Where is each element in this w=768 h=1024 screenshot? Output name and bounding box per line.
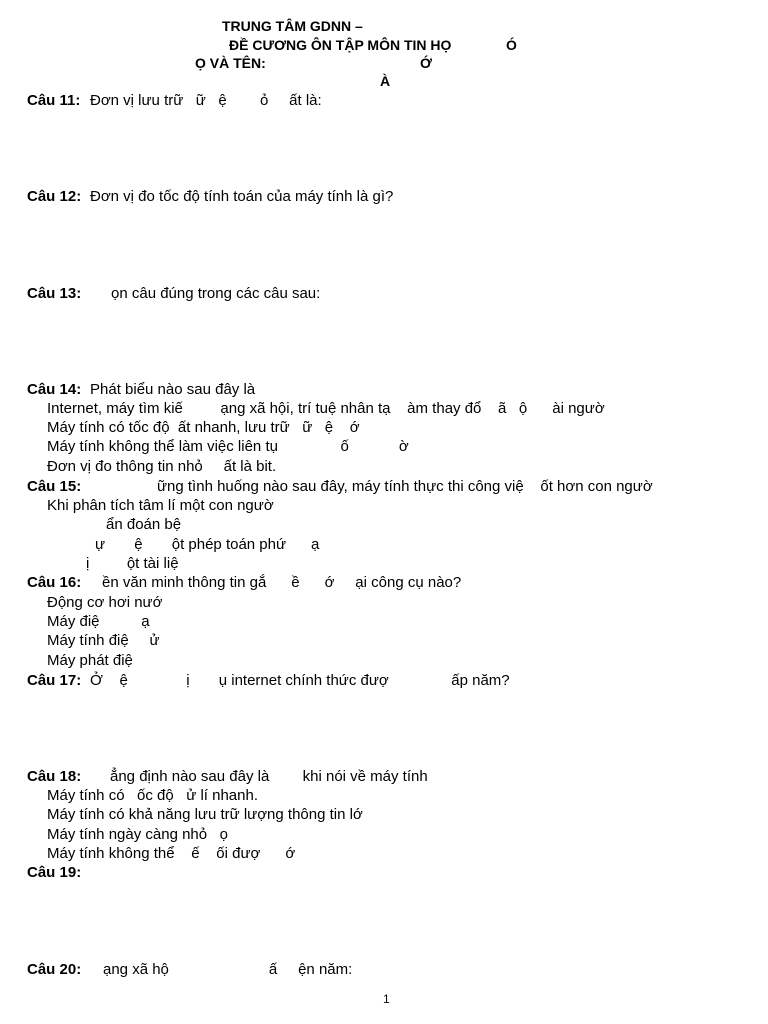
question-18-text: ẳng định nào sau đây là khi nói về máy tính: [110, 768, 428, 785]
question-18-option-d: Máy tính không thể ế ối đượ ớ: [47, 845, 296, 862]
question-18-option-b: Máy tính có khả năng lưu trữ lượng thông tin lớ: [47, 806, 363, 823]
question-13-label: Câu 13:: [27, 285, 82, 302]
question-13-text: ọn câu đúng trong các câu sau:: [111, 285, 321, 302]
question-16-text: ền văn minh thông tin gắ ề ớ ại công cụ nào?: [102, 574, 462, 591]
question-17-text: Ở ệ ị ụ internet chính thức đượ ấp năm?: [90, 672, 510, 689]
question-18-option-a: Máy tính có ốc độ ử lí nhanh.: [47, 787, 258, 804]
question-15-label: Câu 15:: [27, 478, 82, 495]
question-20-text: ạng xã hộ ấ ện năm:: [103, 961, 353, 978]
question-14-label: Câu 14:: [27, 381, 82, 398]
question-15-text: ững tình huống nào sau đây, máy tính thực thi công việ ốt hơn con ngườ: [157, 478, 653, 495]
header-line-4-fragment: À: [380, 73, 391, 89]
question-12-label: Câu 12:: [27, 188, 82, 205]
question-15-option-a: Khi phân tích tâm lí một con ngườ: [47, 497, 274, 514]
question-16-label: Câu 16:: [27, 574, 82, 591]
question-16-option-b: Máy điệ ạ: [47, 613, 150, 630]
question-14-option-c: Máy tính không thể làm việc liên tụ ố ờ: [47, 438, 409, 455]
question-15-option-d: ị ột tài liệ: [86, 555, 179, 572]
question-14-option-a: Internet, máy tìm kiế ạng xã hội, trí tuệ nhân tạ àm thay đổ ã ộ ài ngườ: [47, 400, 605, 417]
question-18-option-c: Máy tính ngày càng nhỏ ọ: [47, 826, 228, 843]
question-14-text: Phát biểu nào sau đây là: [90, 381, 256, 398]
page-number: 1: [383, 992, 390, 1006]
question-17-label: Câu 17:: [27, 672, 82, 689]
question-20-label: Câu 20:: [27, 961, 82, 978]
question-19-label: Câu 19:: [27, 864, 82, 881]
question-15-option-b: ẩn đoán bệ: [106, 516, 182, 533]
question-16-option-a: Động cơ hơi nướ: [47, 594, 163, 611]
question-11-label: Câu 11:: [27, 92, 81, 109]
question-14-option-b: Máy tính có tốc độ ất nhanh, lưu trữ ữ ệ ớ: [47, 419, 360, 436]
header-line-2: ĐỀ CƯƠNG ÔN TẬP MÔN TIN HỌ: [229, 37, 452, 53]
question-12-text: Đơn vị đo tốc độ tính toán của máy tính là gì?: [90, 188, 394, 205]
question-16-option-d: Máy phát điệ: [47, 652, 133, 669]
question-15-option-c: ự ệ ột phép toán phứ ạ: [95, 536, 320, 553]
header-line-1: TRUNG TÂM GDNN –: [222, 18, 363, 34]
question-16-option-c: Máy tính điệ ử: [47, 632, 160, 649]
question-11-text: Đơn vị lưu trữ ữ ệ ỏ ất là:: [90, 92, 322, 109]
question-14-option-d: Đơn vị đo thông tin nhỏ ất là bit.: [47, 458, 277, 475]
header-line-3: Ọ VÀ TÊN:: [195, 55, 266, 71]
header-line-2-fragment: Ó: [506, 37, 517, 53]
question-18-label: Câu 18:: [27, 768, 82, 785]
header-line-3-fragment: Ớ: [420, 55, 432, 71]
